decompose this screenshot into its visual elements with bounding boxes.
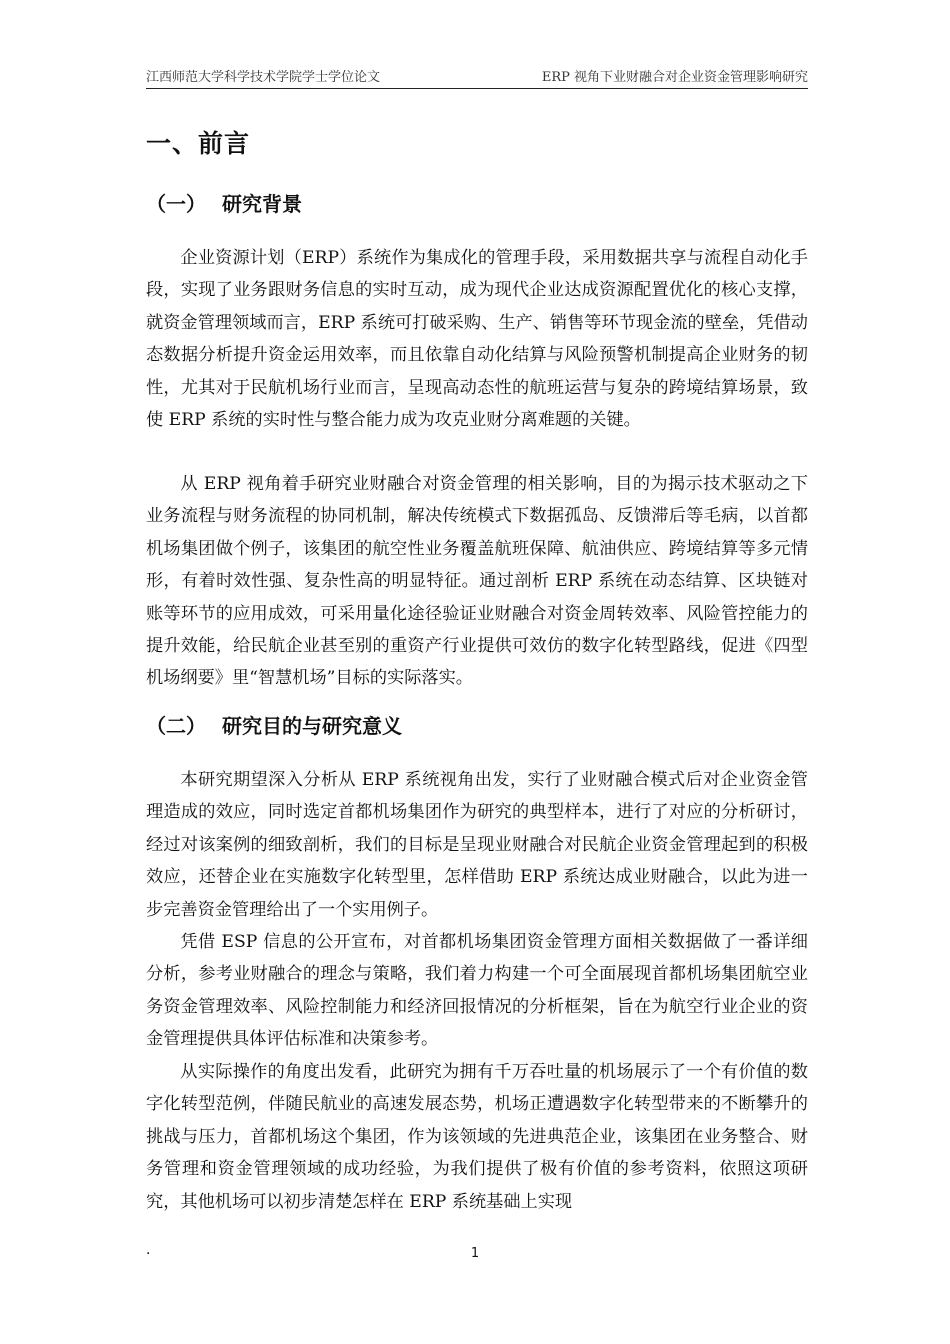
section-heading-background [146, 188, 302, 217]
section-title: 研究背景 [222, 192, 302, 216]
paragraph: 从 ERP 视角着手研究业财融合对资金管理的相关影响，目的为揭示技术驱动之下业务流程与财务流程的协同机制，解决传统模式下数据孤岛、反馈滞后等毛病，以首都机场集团做个例子，该集团的航空性业务覆盖航班保障、航油供应、跨境结算等多元情形，有着时效性强、复杂性高的明显特征。通过剖析 ERP 系统在动态结算、区块链对账等环节的应用成效，可采用量化途径验证业财融合对资金周转效率、风险管控能力的提升效能，给民航企业甚至别的重资产行业提供可效仿的数字化转型路线，促进《四型机场纲要》里“智慧机场”目标的实际落实。 [146, 474, 808, 689]
section-heading-purpose [146, 710, 402, 739]
paragraph: 企业资源计划（ERP）系统作为集成化的管理手段，采用数据共享与流程自动化手段，实现了业务跟财务信息的实时互动，成为现代企业达成资源配置优化的核心支撑，就资金管理领域而言，ERP 系统可打破采购、生产、销售等环节现金流的壁垒，凭借动态数据分析提升资金运用效率，而且依靠自动化结算与风险预警机制提高企业财务的韧性，尤其对于民航机场行业而言，呈现高动态性的航班运营与复杂的跨境结算场景，致使 ERP 系统的实时性与整合能力成为攻克业财分离难题的关键。 [146, 248, 808, 431]
header-thesis-title: ERP 视角下业财融合对企业资金管理影响研究 [541, 70, 808, 85]
page-header [146, 62, 808, 89]
section-number: （二） [146, 714, 206, 738]
section-title: 研究目的与研究意义 [222, 714, 402, 738]
section-number: （一） [146, 192, 206, 216]
paragraph: 凭借 ESP 信息的公开宣布，对首都机场集团资金管理方面相关数据做了一番详细分析，参考业财融合的理念与策略，我们着力构建一个可全面展现首都机场集团航空业务资金管理效率、风险控制能力和经济回报情况的分析框架，旨在为航空行业企业的资金管理提供具体评估标准和决策参考。 [146, 932, 808, 1050]
footer-mark: · [146, 1246, 151, 1262]
header-school-title: 江西师范大学科学技术学院学士学位论文 [146, 70, 381, 85]
page-number: 1 [470, 1246, 480, 1261]
chapter-title: 一、前言 [146, 129, 251, 158]
paragraph: 本研究期望深入分析从 ERP 系统视角出发，实行了业财融合模式后对企业资金管理造成的效应，同时选定首都机场集团作为研究的典型样本，进行了对应的分析研讨，经过对该案例的细致剖析，我们的目标是呈现业财融合对民航企业资金管理起到的积极效应，还替企业在实施数字化转型里，怎样借助 ERP 系统达成业财融合，以此为进一步完善资金管理给出了一个实用例子。 [146, 770, 808, 920]
paragraph: 从实际操作的角度出发看，此研究为拥有千万吞吐量的机场展示了一个有价值的数字化转型范例，伴随民航业的高速发展态势，机场正遭遇数字化转型带来的不断攀升的挑战与压力，首都机场这个集团，作为该领域的先进典范企业，该集团在业务整合、财务管理和资金管理领域的成功经验，为我们提供了极有价值的参考资料，依照这项研究，其他机场可以初步清楚怎样在 ERP 系统基础上实现 [146, 1062, 808, 1212]
